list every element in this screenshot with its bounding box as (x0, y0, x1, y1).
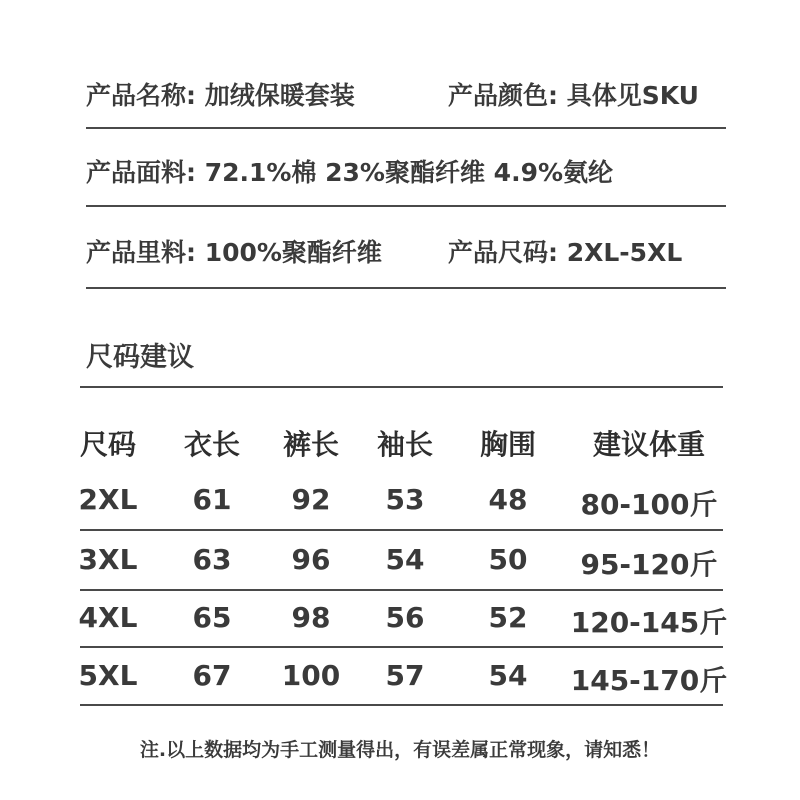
divider-3 (86, 287, 726, 289)
row-4-sleeve-length: 57 (385, 659, 425, 692)
row-divider-3 (80, 646, 723, 648)
product-size-value: 2XL-5XL (566, 238, 683, 267)
row-2-weight: 95-120斤 (580, 548, 718, 581)
header-sleeve-length: 袖长 (376, 428, 433, 461)
product-color-label: 产品颜色: (448, 81, 567, 110)
product-lining-value: 100%聚酯纤维 (204, 238, 382, 267)
row-1-sleeve-length: 53 (385, 483, 425, 516)
header-chest: 胸围 (479, 428, 536, 461)
product-fabric-label: 产品面料: (86, 158, 205, 187)
row-1-size: 2XL (78, 483, 138, 516)
row-3-pants-length: 98 (291, 601, 331, 634)
row-2-sleeve-length: 54 (385, 543, 425, 576)
row-4-weight: 145-170斤 (570, 664, 728, 697)
product-color (448, 76, 699, 112)
product-lining (86, 233, 382, 269)
measurement-note: 注.以上数据均为手工测量得出，有误差属正常现象，请知悉！ (139, 739, 661, 761)
row-1-chest: 48 (488, 483, 528, 516)
row-4-top-length: 67 (192, 659, 232, 692)
row-1-top-length: 61 (192, 483, 232, 516)
divider-4 (80, 386, 723, 388)
product-color-value: 具体见SKU (566, 81, 699, 110)
product-size (448, 233, 682, 269)
header-pants-length: 裤长 (282, 428, 339, 461)
row-3-sleeve-length: 56 (385, 601, 425, 634)
row-divider-1 (80, 529, 723, 531)
header-top-length: 衣长 (183, 428, 240, 461)
row-1-pants-length: 92 (291, 483, 331, 516)
row-2-size: 3XL (78, 543, 138, 576)
product-fabric-value: 72.1%棉 23%聚酯纤维 4.9%氨纶 (204, 158, 614, 187)
header-weight: 建议体重 (592, 428, 705, 461)
product-name (86, 76, 355, 112)
row-2-chest: 50 (488, 543, 528, 576)
row-divider-2 (80, 589, 723, 591)
product-size-label: 产品尺码: (448, 238, 567, 267)
row-3-size: 4XL (78, 601, 138, 634)
row-4-pants-length: 100 (281, 659, 341, 692)
product-name-label: 产品名称: (86, 81, 205, 110)
row-4-chest: 54 (488, 659, 528, 692)
divider-2 (86, 205, 726, 207)
row-1-weight: 80-100斤 (580, 488, 718, 521)
row-divider-4 (80, 704, 723, 706)
row-3-weight: 120-145斤 (570, 606, 728, 639)
header-size: 尺码 (79, 428, 136, 461)
size-section-title: 尺码建议 (86, 342, 194, 373)
product-name-value: 加绒保暖套装 (204, 81, 355, 110)
divider-1 (86, 127, 726, 129)
row-2-top-length: 63 (192, 543, 232, 576)
product-fabric (86, 153, 613, 189)
row-4-size: 5XL (78, 659, 138, 692)
product-lining-label: 产品里料: (86, 238, 205, 267)
row-3-top-length: 65 (192, 601, 232, 634)
row-3-chest: 52 (488, 601, 528, 634)
row-2-pants-length: 96 (291, 543, 331, 576)
